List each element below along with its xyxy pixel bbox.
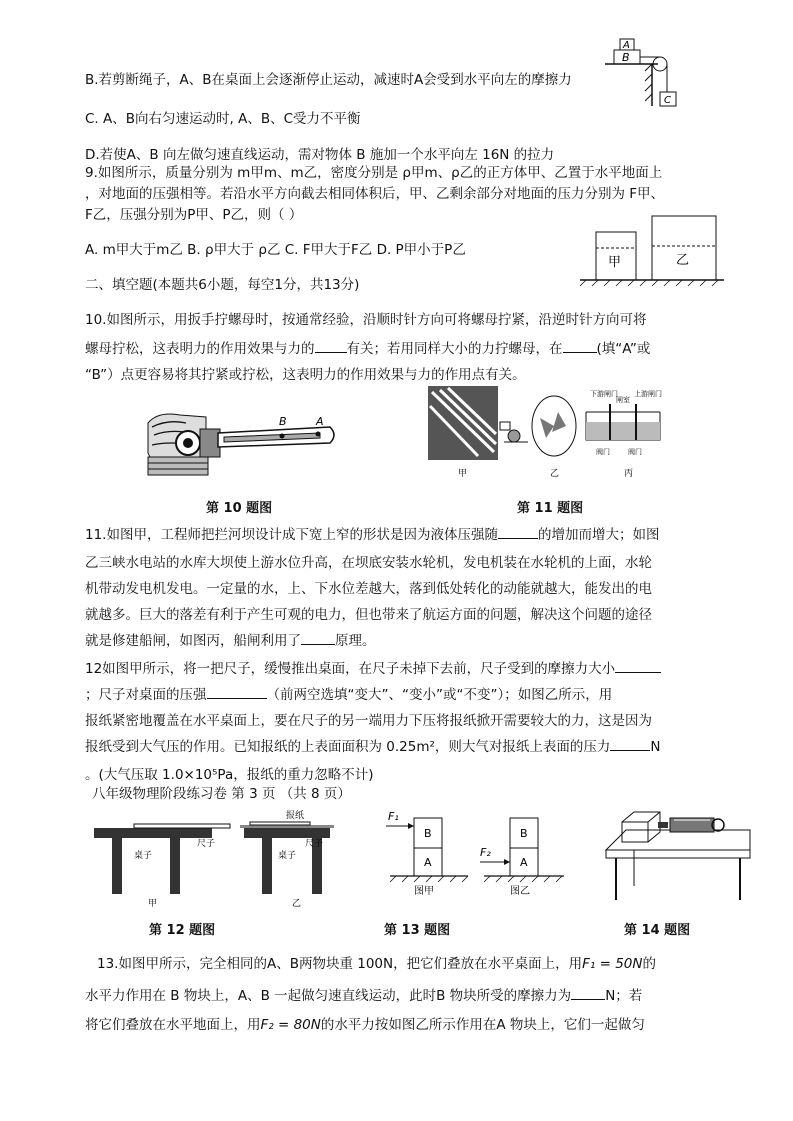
- q10-blank-1[interactable]: [315, 340, 347, 353]
- q8-label-b: B: [622, 51, 630, 64]
- q10-line-2: [85, 340, 650, 358]
- q11-line-3: 机带动发电机发电。一定量的水，上、下水位差越大，落到低处转化的动能就越大，能发出的电: [85, 581, 652, 597]
- q10-line-3: “B”）点更容易将其拧紧或拧松，这表明力的作用效果与力的作用点有关。: [85, 367, 526, 383]
- q13-formula-f2: F₂ = 80N: [260, 1017, 321, 1033]
- q13-text-a: 13.如图甲所示，完全相同的A、B两物块重 100N，把它们叠放在水平桌面上，用: [97, 956, 583, 972]
- q8-option-d: D.若使A、B 向左做匀速直线运动，需对物体 B 施加一个水平向左 16N 的拉力: [85, 147, 555, 163]
- q12-line-1: [85, 660, 661, 678]
- q11-label-upgate: 上游闸门: [634, 390, 662, 398]
- q11-label-bing: 丙: [624, 469, 634, 479]
- q11-caption: 第 11 题图: [517, 501, 584, 516]
- q9-line-2: ，对地面的压强相等。若沿水平方向截去相同体积后，甲、乙剩余部分对地面的压力分别为 F甲、: [85, 186, 665, 202]
- q11-label-downgate: 下游闸门: [590, 390, 618, 398]
- q13-caption: 第 13 题图: [384, 923, 451, 938]
- q13-text-f: 的水平力按如图乙所示作用在A 物块上，它们一起做匀: [320, 1017, 645, 1033]
- q10-caption: 第 10 题图: [206, 501, 273, 516]
- q9-label-jia: 甲: [608, 255, 622, 270]
- q12-label-paper: 报纸: [286, 811, 305, 821]
- q13-text-e: 将它们叠放在水平地面上，用: [85, 1017, 261, 1033]
- q8-label-c: C: [664, 95, 671, 106]
- q12-text-d: 报纸受到大气压的作用。已知报纸的上表面面积为 0.25m²，则大气对报纸上表面的压力: [85, 739, 611, 755]
- q10-text-b: 有关；若用同样大小的力拧螺母，在: [346, 341, 563, 357]
- q14-caption: 第 14 题图: [624, 923, 691, 938]
- q11-label-jia: 甲: [458, 469, 468, 479]
- q11-line-5: [85, 632, 376, 650]
- page-footer: 八年级物理阶段练习卷 第 3 页 （共 8 页）: [92, 786, 351, 802]
- q12-text-c: （前两空选填“变大”、“变小”或“不变”）；如图乙所示，用: [266, 687, 613, 703]
- q10-label-b: B: [279, 415, 287, 428]
- q12-blank-1[interactable]: [615, 660, 661, 673]
- q12-line-5: 。(大气压取 1.0×10⁵Pa，报纸的重力忽略不计): [85, 767, 374, 783]
- q9-line-3: F乙，压强分别为P甲、P乙，则（ ）: [85, 207, 303, 223]
- q13-label-a2: A: [520, 856, 528, 869]
- q13-label-b1: B: [424, 827, 432, 840]
- q11-text-a: 11.如图甲，工程师把拦河坝设计成下宽上窄的形状是因为液体压强随: [85, 527, 498, 543]
- q8-option-c: C. A、B向右匀速运动时, A、B、C受力不平衡: [85, 111, 361, 127]
- q12-label-table: 桌子: [134, 851, 153, 861]
- q13-line-1: [97, 955, 656, 973]
- q10-line-1: 10.如图所示，用扳手拧螺母时，按通常经验，沿顺时针方向可将螺母拧紧，沿逆时针方向可将: [85, 312, 647, 328]
- q13-line-2: [85, 987, 642, 1005]
- q12-text-b: ；尺子对桌面的压强: [85, 687, 207, 703]
- q13-label-b2: B: [520, 827, 528, 840]
- q13-blocks-figure: [380, 808, 580, 900]
- q13-formula-f1: F₁ = 50N: [582, 956, 643, 972]
- q9-cubes-figure: [576, 212, 726, 284]
- q12-text-a: 12如图甲所示，将一把尺子，缓慢推出桌面，在尺子未掉下去前，尺子受到的摩擦力大小: [85, 661, 616, 677]
- q12-label-jia: 甲: [148, 899, 158, 909]
- q11-text-b: 的增加而增大；如图: [537, 527, 660, 543]
- q13-text-b: 的: [642, 956, 656, 972]
- q11-label-valve2: 阀门: [628, 448, 642, 456]
- q10-blank-2[interactable]: [563, 340, 597, 353]
- q9-options: A. m甲大于m乙 B. ρ甲大于 ρ乙 C. F甲大于F乙 D. P甲小于P乙: [85, 242, 466, 258]
- q13-label-a1: A: [424, 856, 432, 869]
- q12-label-table2: 桌子: [278, 851, 297, 861]
- q12-blank-2[interactable]: [207, 686, 267, 699]
- q8-pulley-figure: [600, 36, 700, 116]
- q11-dam-figure: [428, 382, 668, 482]
- q11-label-lock: 闸室: [616, 396, 630, 404]
- q11-blank-2[interactable]: [301, 632, 335, 645]
- q13-text-d: N；若: [605, 988, 643, 1004]
- q12-caption: 第 12 题图: [149, 923, 216, 938]
- q12-line-3: 报纸紧密地覆盖在水平桌面上，要在尺子的另一端用力下压将报纸掀开需要较大的力，这是因为: [85, 713, 652, 729]
- q12-label-yi: 乙: [292, 899, 302, 909]
- q13-blank-1[interactable]: [571, 987, 605, 1000]
- q14-table-figure: [604, 806, 754, 902]
- q11-text-d: 原理。: [335, 633, 376, 649]
- q10-label-a: A: [316, 415, 324, 428]
- q13-label-f1: F₁: [388, 810, 399, 823]
- q13-label-f2: F₂: [480, 846, 491, 859]
- q11-line-2: 乙三峡水电站的水库大坝使上游水位升高，在坝底安装水轮机，发电机装在水轮机的上面，水轮: [85, 555, 652, 571]
- q9-line-1: 9.如图所示，质量分别为 m甲m、m乙，密度分别是 ρ甲m、ρ乙的正方体甲、乙置于水平地面上: [85, 165, 663, 181]
- q11-line-4: 就越多。巨大的落差有利于产生可观的电力，但也带来了航运方面的问题，解决这个问题的途径: [85, 607, 652, 623]
- q11-label-yi: 乙: [550, 469, 560, 479]
- q10-text-a: 螺母拧松，这表明力的作用效果与力的: [85, 341, 315, 357]
- q12-blank-3[interactable]: [610, 738, 650, 751]
- q10-wrench-figure: [140, 405, 340, 487]
- q13-text-c: 水平力作用在 B 物块上，A、B 一起做匀速直线运动，此时B 物块所受的摩擦力为: [85, 988, 572, 1004]
- q8-option-b: B.若剪断绳子，A、B在桌面上会逐渐停止运动，减速时A会受到水平向左的摩擦力: [85, 72, 572, 88]
- q12-label-ruler2: 尺子: [305, 839, 324, 849]
- q12-label-ruler: 尺子: [197, 839, 216, 849]
- q13-line-3: [85, 1016, 645, 1034]
- q12-line-2: [85, 686, 612, 704]
- section-2-heading: 二、填空题(本题共6小题，每空1分，共13分): [85, 277, 360, 293]
- q11-label-valve1: 阀门: [596, 448, 610, 456]
- q12-line-4: [85, 738, 661, 756]
- q9-label-yi: 乙: [676, 253, 690, 268]
- q11-line-1: [85, 526, 659, 544]
- q11-blank-1[interactable]: [498, 526, 538, 539]
- q13-label-jia: 图甲: [414, 886, 434, 897]
- q12-text-e: N: [650, 739, 661, 755]
- q8-label-a: A: [623, 40, 630, 51]
- q10-text-c: (填“A”或: [596, 341, 651, 357]
- q12-ruler-figure: [94, 810, 338, 910]
- q11-text-c: 就是修建船闸，如图丙，船闸利用了: [85, 633, 301, 649]
- q13-label-yi: 图乙: [510, 886, 530, 897]
